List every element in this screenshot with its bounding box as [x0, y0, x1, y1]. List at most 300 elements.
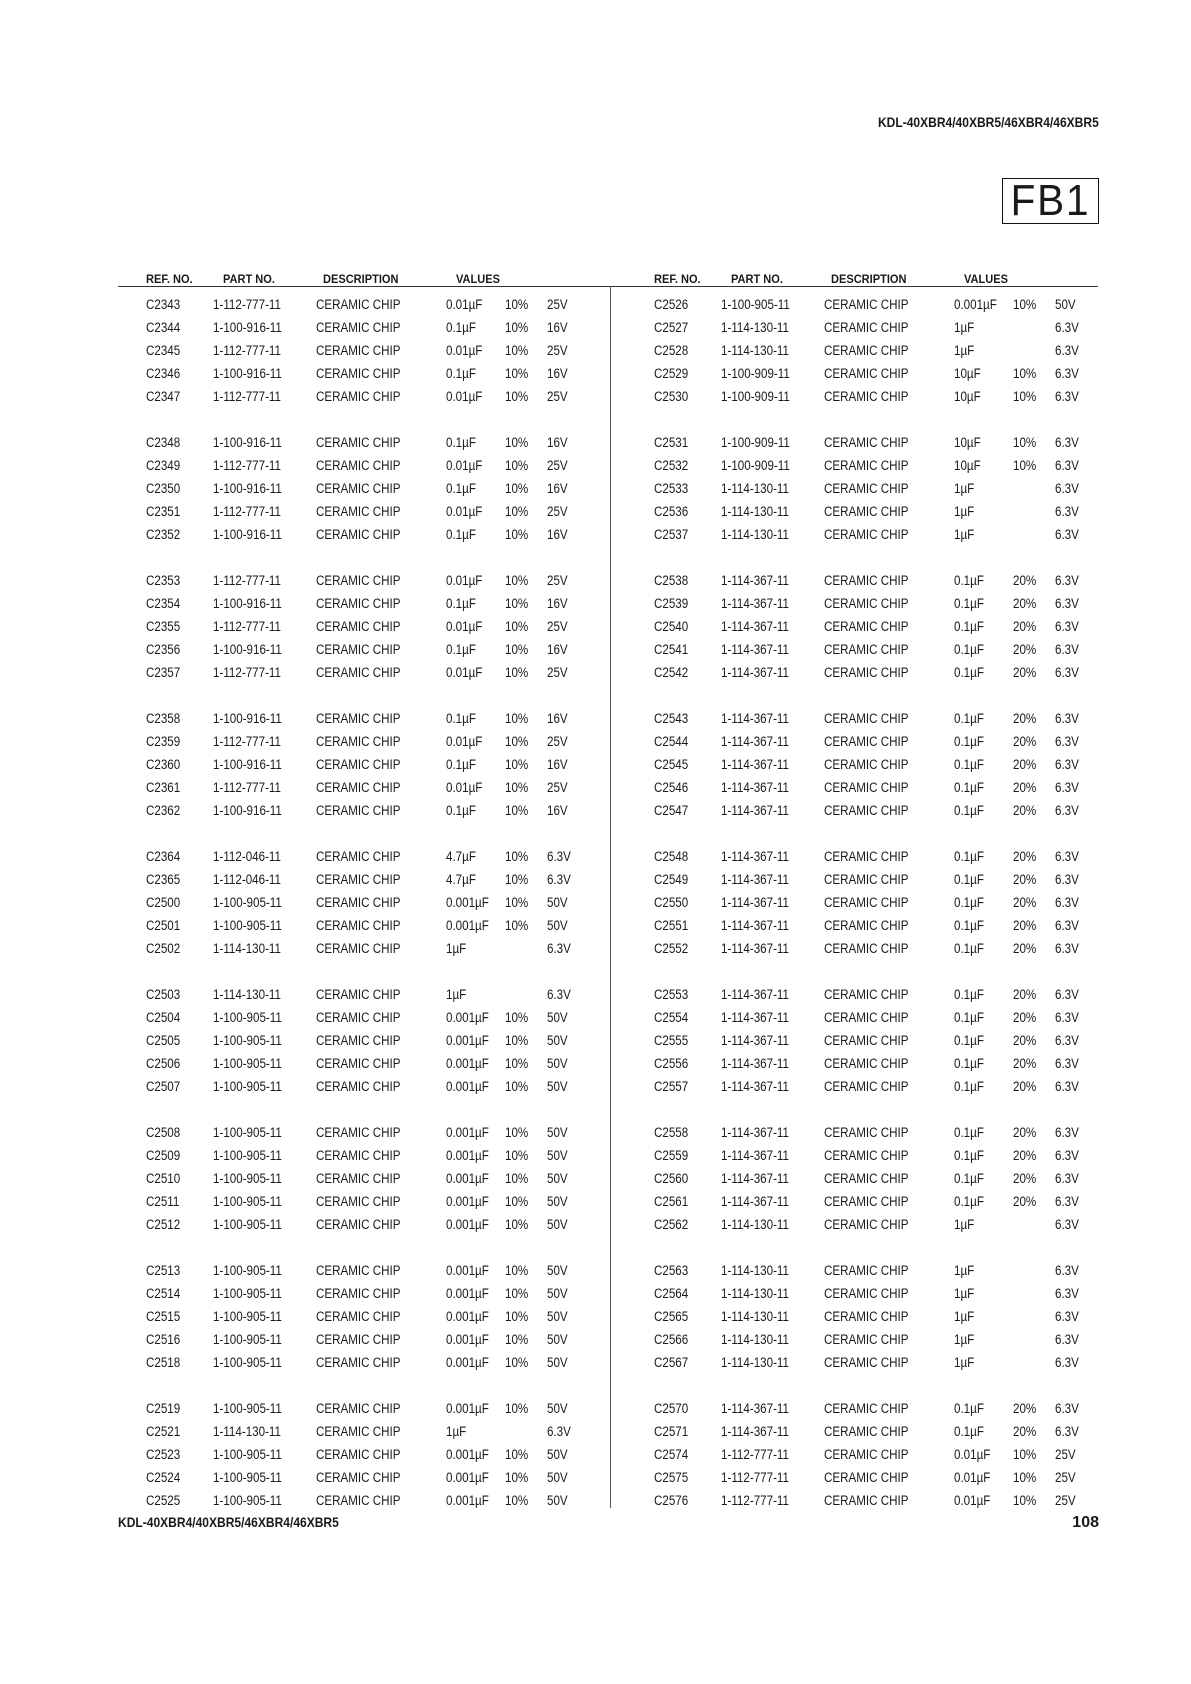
right-voltage: 6.3V	[1055, 1355, 1079, 1370]
right-part-no: 1-114-367-11	[721, 642, 789, 657]
right-part-no: 1-114-367-11	[721, 895, 789, 910]
right-voltage: 6.3V	[1055, 458, 1079, 473]
left-tolerance: 10%	[505, 757, 529, 772]
left-value: 0.01µF	[446, 297, 483, 312]
right-description: CERAMIC CHIP	[824, 573, 909, 588]
left-part-no: 1-100-905-11	[213, 1171, 282, 1186]
right-description: CERAMIC CHIP	[824, 1010, 909, 1025]
right-ref-no: C2528	[654, 343, 689, 358]
left-ref-no: C2518	[146, 1355, 181, 1370]
left-ref-no: C2349	[146, 458, 181, 473]
right-ref-no: C2565	[654, 1309, 689, 1324]
left-value: 0.001µF	[446, 918, 489, 933]
right-voltage: 6.3V	[1055, 872, 1079, 887]
right-tolerance: 20%	[1013, 803, 1037, 818]
right-value: 0.1µF	[954, 1033, 984, 1048]
left-ref-no: C2508	[146, 1125, 181, 1140]
right-description: CERAMIC CHIP	[824, 849, 909, 864]
left-description: CERAMIC CHIP	[316, 504, 401, 519]
right-value: 0.1µF	[954, 1079, 984, 1094]
left-part-no: 1-100-905-11	[213, 1286, 282, 1301]
right-voltage: 6.3V	[1055, 1217, 1079, 1232]
right-description: CERAMIC CHIP	[824, 389, 909, 404]
left-tolerance: 10%	[505, 711, 529, 726]
left-part-no: 1-100-905-11	[213, 1125, 282, 1140]
right-part-no: 1-114-367-11	[721, 803, 789, 818]
right-value: 0.1µF	[954, 918, 984, 933]
right-voltage: 50V	[1055, 297, 1076, 312]
left-part-no: 1-100-905-11	[213, 1309, 282, 1324]
right-part-no: 1-114-367-11	[721, 1171, 789, 1186]
left-part-no: 1-112-777-11	[213, 297, 281, 312]
right-value: 0.1µF	[954, 757, 984, 772]
right-part-no: 1-114-367-11	[721, 573, 789, 588]
left-voltage: 50V	[547, 1470, 568, 1485]
right-ref-no: C2563	[654, 1263, 689, 1278]
right-tolerance: 20%	[1013, 596, 1037, 611]
right-voltage: 6.3V	[1055, 1194, 1079, 1209]
left-value: 0.01µF	[446, 665, 483, 680]
page-number: 108	[1072, 1514, 1099, 1531]
left-part-no: 1-112-777-11	[213, 389, 281, 404]
right-voltage: 6.3V	[1055, 389, 1079, 404]
right-description: CERAMIC CHIP	[824, 1033, 909, 1048]
right-ref-no: C2553	[654, 987, 689, 1002]
left-value: 0.1µF	[446, 757, 476, 772]
right-part-no: 1-114-367-11	[721, 757, 789, 772]
right-tolerance: 10%	[1013, 366, 1037, 381]
right-voltage: 6.3V	[1055, 1263, 1079, 1278]
right-value: 10µF	[954, 435, 981, 450]
left-voltage: 6.3V	[547, 872, 571, 887]
right-ref-no: C2566	[654, 1332, 689, 1347]
left-ref-no: C2350	[146, 481, 181, 496]
left-description: CERAMIC CHIP	[316, 895, 401, 910]
right-description: CERAMIC CHIP	[824, 665, 909, 680]
left-ref-no: C2364	[146, 849, 181, 864]
left-value: 0.001µF	[446, 1286, 489, 1301]
left-description: CERAMIC CHIP	[316, 1148, 401, 1163]
left-part-no: 1-100-916-11	[213, 596, 282, 611]
left-voltage: 25V	[547, 504, 568, 519]
left-voltage: 6.3V	[547, 941, 571, 956]
left-value: 0.001µF	[446, 895, 489, 910]
left-ref-no: C2355	[146, 619, 181, 634]
right-ref-no: C2537	[654, 527, 689, 542]
right-part-no: 1-114-130-11	[721, 481, 789, 496]
left-ref-no: C2501	[146, 918, 181, 933]
right-description: CERAMIC CHIP	[824, 895, 909, 910]
right-value: 1µF	[954, 1332, 975, 1347]
right-tolerance: 10%	[1013, 458, 1037, 473]
right-value: 0.1µF	[954, 619, 984, 634]
right-voltage: 6.3V	[1055, 1171, 1079, 1186]
left-voltage: 25V	[547, 343, 568, 358]
left-part-no: 1-100-905-11	[213, 1194, 282, 1209]
right-voltage: 6.3V	[1055, 527, 1079, 542]
left-value: 0.001µF	[446, 1263, 489, 1278]
left-value: 0.01µF	[446, 573, 483, 588]
right-part-no: 1-114-367-11	[721, 1148, 789, 1163]
left-part-no: 1-100-916-11	[213, 481, 282, 496]
right-ref-no: C2560	[654, 1171, 689, 1186]
left-description: CERAMIC CHIP	[316, 1309, 401, 1324]
left-voltage: 25V	[547, 619, 568, 634]
right-ref-no: C2532	[654, 458, 689, 473]
left-part-no: 1-100-916-11	[213, 435, 282, 450]
right-description: CERAMIC CHIP	[824, 918, 909, 933]
left-ref-no: C2506	[146, 1056, 181, 1071]
right-description: CERAMIC CHIP	[824, 1079, 909, 1094]
left-tolerance: 10%	[505, 1171, 529, 1186]
left-ref-no: C2354	[146, 596, 181, 611]
right-description: CERAMIC CHIP	[824, 1217, 909, 1232]
right-voltage: 6.3V	[1055, 504, 1079, 519]
right-value: 0.1µF	[954, 1401, 984, 1416]
left-value: 0.001µF	[446, 1447, 489, 1462]
right-part-no: 1-114-367-11	[721, 734, 789, 749]
right-part-no: 1-114-130-11	[721, 1286, 789, 1301]
left-part-no: 1-112-777-11	[213, 619, 281, 634]
left-ref-no: C2358	[146, 711, 181, 726]
left-tolerance: 10%	[505, 1263, 529, 1278]
right-voltage: 6.3V	[1055, 642, 1079, 657]
right-description: CERAMIC CHIP	[824, 1125, 909, 1140]
section-box	[1002, 178, 1099, 224]
right-value: 0.1µF	[954, 872, 984, 887]
left-tolerance: 10%	[505, 1447, 529, 1462]
left-voltage: 16V	[547, 642, 568, 657]
left-tolerance: 10%	[505, 918, 529, 933]
left-description: CERAMIC CHIP	[316, 1447, 401, 1462]
right-part-no: 1-114-130-11	[721, 343, 789, 358]
right-description: CERAMIC CHIP	[824, 872, 909, 887]
right-voltage: 6.3V	[1055, 757, 1079, 772]
left-value: 0.001µF	[446, 1493, 489, 1508]
right-ref-no: C2530	[654, 389, 689, 404]
left-voltage: 25V	[547, 458, 568, 473]
left-part-no: 1-112-046-11	[213, 872, 281, 887]
left-voltage: 25V	[547, 297, 568, 312]
right-description: CERAMIC CHIP	[824, 1056, 909, 1071]
right-tolerance: 20%	[1013, 918, 1037, 933]
header-model: KDL-40XBR4/40XBR5/46XBR4/46XBR5	[878, 114, 1099, 130]
right-part-no: 1-114-367-11	[721, 849, 789, 864]
right-voltage: 6.3V	[1055, 1148, 1079, 1163]
left-value: 0.001µF	[446, 1355, 489, 1370]
left-description: CERAMIC CHIP	[316, 619, 401, 634]
left-ref-no: C2519	[146, 1401, 181, 1416]
right-tolerance: 20%	[1013, 941, 1037, 956]
right-ref-no: C2561	[654, 1194, 689, 1209]
right-value: 0.1µF	[954, 941, 984, 956]
left-voltage: 50V	[547, 1309, 568, 1324]
right-voltage: 6.3V	[1055, 481, 1079, 496]
left-ref-no: C2512	[146, 1217, 181, 1232]
right-part-no: 1-100-909-11	[721, 366, 790, 381]
left-value: 4.7µF	[446, 872, 476, 887]
left-value: 0.01µF	[446, 343, 483, 358]
left-value: 0.1µF	[446, 803, 476, 818]
left-voltage: 50V	[547, 1079, 568, 1094]
left-part-no: 1-114-130-11	[213, 941, 281, 956]
left-description: CERAMIC CHIP	[316, 1125, 401, 1140]
left-voltage: 16V	[547, 366, 568, 381]
right-ref-no: C2570	[654, 1401, 689, 1416]
left-tolerance: 10%	[505, 780, 529, 795]
left-ref-no: C2509	[146, 1148, 181, 1163]
left-value: 0.01µF	[446, 780, 483, 795]
left-voltage: 16V	[547, 435, 568, 450]
right-description: CERAMIC CHIP	[824, 941, 909, 956]
right-voltage: 6.3V	[1055, 1033, 1079, 1048]
right-ref-no: C2538	[654, 573, 689, 588]
right-description: CERAMIC CHIP	[824, 1401, 909, 1416]
left-value: 0.01µF	[446, 734, 483, 749]
right-ref-no: C2546	[654, 780, 689, 795]
left-tolerance: 10%	[505, 1286, 529, 1301]
right-description: CERAMIC CHIP	[824, 1148, 909, 1163]
right-ref-no: C2545	[654, 757, 689, 772]
right-value: 0.1µF	[954, 1171, 984, 1186]
right-value: 0.1µF	[954, 1125, 984, 1140]
left-voltage: 25V	[547, 780, 568, 795]
left-voltage: 16V	[547, 596, 568, 611]
left-value: 1µF	[446, 941, 467, 956]
left-part-no: 1-100-916-11	[213, 757, 282, 772]
left-value: 0.001µF	[446, 1010, 489, 1025]
left-part-no: 1-112-777-11	[213, 458, 281, 473]
left-value: 0.001µF	[446, 1217, 489, 1232]
left-part-no: 1-100-916-11	[213, 366, 282, 381]
right-value: 0.01µF	[954, 1447, 991, 1462]
left-voltage: 16V	[547, 757, 568, 772]
left-part-no: 1-100-916-11	[213, 711, 282, 726]
right-description: CERAMIC CHIP	[824, 1171, 909, 1186]
right-part-no: 1-114-367-11	[721, 1079, 789, 1094]
left-description: CERAMIC CHIP	[316, 941, 401, 956]
left-part-no: 1-100-905-11	[213, 1263, 282, 1278]
right-ref-no: C2540	[654, 619, 689, 634]
right-ref-no: C2542	[654, 665, 689, 680]
left-part-no: 1-112-777-11	[213, 780, 281, 795]
right-description: CERAMIC CHIP	[824, 734, 909, 749]
right-voltage: 6.3V	[1055, 711, 1079, 726]
right-part-no: 1-114-367-11	[721, 665, 789, 680]
left-tolerance: 10%	[505, 872, 529, 887]
right-description: CERAMIC CHIP	[824, 1470, 909, 1485]
right-description: CERAMIC CHIP	[824, 297, 909, 312]
col-ref-no-right: REF. NO.	[654, 272, 701, 286]
right-description: CERAMIC CHIP	[824, 803, 909, 818]
left-ref-no: C2357	[146, 665, 181, 680]
right-tolerance: 10%	[1013, 435, 1037, 450]
right-tolerance: 20%	[1013, 1194, 1037, 1209]
right-part-no: 1-114-367-11	[721, 1010, 789, 1025]
right-description: CERAMIC CHIP	[824, 1332, 909, 1347]
left-part-no: 1-100-905-11	[213, 1355, 282, 1370]
right-value: 0.001µF	[954, 297, 997, 312]
right-ref-no: C2555	[654, 1033, 689, 1048]
left-description: CERAMIC CHIP	[316, 872, 401, 887]
right-part-no: 1-114-367-11	[721, 987, 789, 1002]
left-tolerance: 10%	[505, 481, 529, 496]
left-ref-no: C2500	[146, 895, 181, 910]
left-description: CERAMIC CHIP	[316, 918, 401, 933]
left-voltage: 50V	[547, 1493, 568, 1508]
left-description: CERAMIC CHIP	[316, 573, 401, 588]
right-value: 0.1µF	[954, 573, 984, 588]
right-description: CERAMIC CHIP	[824, 1309, 909, 1324]
left-voltage: 6.3V	[547, 1424, 571, 1439]
right-description: CERAMIC CHIP	[824, 596, 909, 611]
right-part-no: 1-114-130-11	[721, 527, 789, 542]
right-tolerance: 20%	[1013, 1401, 1037, 1416]
right-part-no: 1-114-130-11	[721, 1332, 789, 1347]
right-ref-no: C2554	[654, 1010, 689, 1025]
left-ref-no: C2359	[146, 734, 181, 749]
right-voltage: 6.3V	[1055, 665, 1079, 680]
left-voltage: 50V	[547, 1401, 568, 1416]
left-ref-no: C2523	[146, 1447, 181, 1462]
left-voltage: 50V	[547, 1194, 568, 1209]
left-voltage: 16V	[547, 481, 568, 496]
left-voltage: 16V	[547, 803, 568, 818]
left-voltage: 16V	[547, 711, 568, 726]
left-tolerance: 10%	[505, 803, 529, 818]
left-voltage: 50V	[547, 1148, 568, 1163]
right-tolerance: 20%	[1013, 619, 1037, 634]
left-ref-no: C2346	[146, 366, 181, 381]
right-voltage: 6.3V	[1055, 343, 1079, 358]
right-voltage: 6.3V	[1055, 1332, 1079, 1347]
left-description: CERAMIC CHIP	[316, 1033, 401, 1048]
right-description: CERAMIC CHIP	[824, 780, 909, 795]
left-ref-no: C2502	[146, 941, 181, 956]
left-description: CERAMIC CHIP	[316, 389, 401, 404]
left-voltage: 50V	[547, 1447, 568, 1462]
right-ref-no: C2564	[654, 1286, 689, 1301]
left-tolerance: 10%	[505, 1194, 529, 1209]
right-ref-no: C2558	[654, 1125, 689, 1140]
right-part-no: 1-114-367-11	[721, 1125, 789, 1140]
right-ref-no: C2526	[654, 297, 689, 312]
left-part-no: 1-112-046-11	[213, 849, 281, 864]
right-tolerance: 20%	[1013, 665, 1037, 680]
right-ref-no: C2549	[654, 872, 689, 887]
left-description: CERAMIC CHIP	[316, 1355, 401, 1370]
right-tolerance: 10%	[1013, 1470, 1037, 1485]
left-voltage: 25V	[547, 573, 568, 588]
left-voltage: 50V	[547, 1033, 568, 1048]
left-part-no: 1-100-905-11	[213, 1033, 282, 1048]
right-part-no: 1-112-777-11	[721, 1470, 789, 1485]
left-value: 0.01µF	[446, 389, 483, 404]
right-voltage: 6.3V	[1055, 1286, 1079, 1301]
left-part-no: 1-100-905-11	[213, 1401, 282, 1416]
left-part-no: 1-100-905-11	[213, 1447, 282, 1462]
left-tolerance: 10%	[505, 1355, 529, 1370]
left-ref-no: C2343	[146, 297, 181, 312]
right-value: 10µF	[954, 389, 981, 404]
left-tolerance: 10%	[505, 1010, 529, 1025]
right-value: 0.1µF	[954, 734, 984, 749]
left-part-no: 1-114-130-11	[213, 987, 281, 1002]
left-ref-no: C2352	[146, 527, 181, 542]
left-tolerance: 10%	[505, 573, 529, 588]
left-ref-no: C2521	[146, 1424, 181, 1439]
right-description: CERAMIC CHIP	[824, 1424, 909, 1439]
left-part-no: 1-100-905-11	[213, 1493, 282, 1508]
left-description: CERAMIC CHIP	[316, 642, 401, 657]
left-description: CERAMIC CHIP	[316, 1286, 401, 1301]
right-description: CERAMIC CHIP	[824, 1263, 909, 1278]
right-tolerance: 20%	[1013, 1033, 1037, 1048]
left-value: 0.1µF	[446, 435, 476, 450]
right-voltage: 6.3V	[1055, 987, 1079, 1002]
left-description: CERAMIC CHIP	[316, 1424, 401, 1439]
footer-model: KDL-40XBR4/40XBR5/46XBR4/46XBR5	[118, 1514, 339, 1530]
right-value: 0.1µF	[954, 665, 984, 680]
left-tolerance: 10%	[505, 504, 529, 519]
left-description: CERAMIC CHIP	[316, 1401, 401, 1416]
left-tolerance: 10%	[505, 435, 529, 450]
right-description: CERAMIC CHIP	[824, 1355, 909, 1370]
left-description: CERAMIC CHIP	[316, 366, 401, 381]
left-part-no: 1-112-777-11	[213, 734, 281, 749]
right-voltage: 25V	[1055, 1493, 1076, 1508]
right-value: 0.1µF	[954, 1194, 984, 1209]
left-tolerance: 10%	[505, 458, 529, 473]
col-part-no-right: PART NO.	[731, 272, 783, 286]
left-ref-no: C2347	[146, 389, 181, 404]
left-part-no: 1-100-905-11	[213, 1079, 282, 1094]
left-ref-no: C2513	[146, 1263, 181, 1278]
right-ref-no: C2551	[654, 918, 689, 933]
left-voltage: 50V	[547, 1171, 568, 1186]
left-part-no: 1-100-905-11	[213, 1148, 282, 1163]
left-value: 0.01µF	[446, 619, 483, 634]
left-ref-no: C2345	[146, 343, 181, 358]
left-value: 0.001µF	[446, 1033, 489, 1048]
left-ref-no: C2360	[146, 757, 181, 772]
left-tolerance: 10%	[505, 343, 529, 358]
right-ref-no: C2533	[654, 481, 689, 496]
left-description: CERAMIC CHIP	[316, 481, 401, 496]
right-tolerance: 10%	[1013, 389, 1037, 404]
left-voltage: 6.3V	[547, 849, 571, 864]
left-value: 0.1µF	[446, 711, 476, 726]
left-value: 0.001µF	[446, 1332, 489, 1347]
right-voltage: 6.3V	[1055, 1079, 1079, 1094]
col-ref-no: REF. NO.	[146, 272, 193, 286]
left-tolerance: 10%	[505, 1493, 529, 1508]
right-description: CERAMIC CHIP	[824, 757, 909, 772]
left-value: 0.001µF	[446, 1194, 489, 1209]
left-description: CERAMIC CHIP	[316, 435, 401, 450]
left-tolerance: 10%	[505, 1309, 529, 1324]
left-value: 0.1µF	[446, 596, 476, 611]
left-value: 0.001µF	[446, 1079, 489, 1094]
header-rule	[118, 286, 1098, 287]
left-tolerance: 10%	[505, 1056, 529, 1071]
right-value: 0.1µF	[954, 780, 984, 795]
left-ref-no: C2511	[146, 1194, 180, 1209]
left-part-no: 1-112-777-11	[213, 343, 281, 358]
section-label: FB1	[1010, 176, 1091, 225]
right-ref-no: C2574	[654, 1447, 689, 1462]
left-tolerance: 10%	[505, 1401, 529, 1416]
